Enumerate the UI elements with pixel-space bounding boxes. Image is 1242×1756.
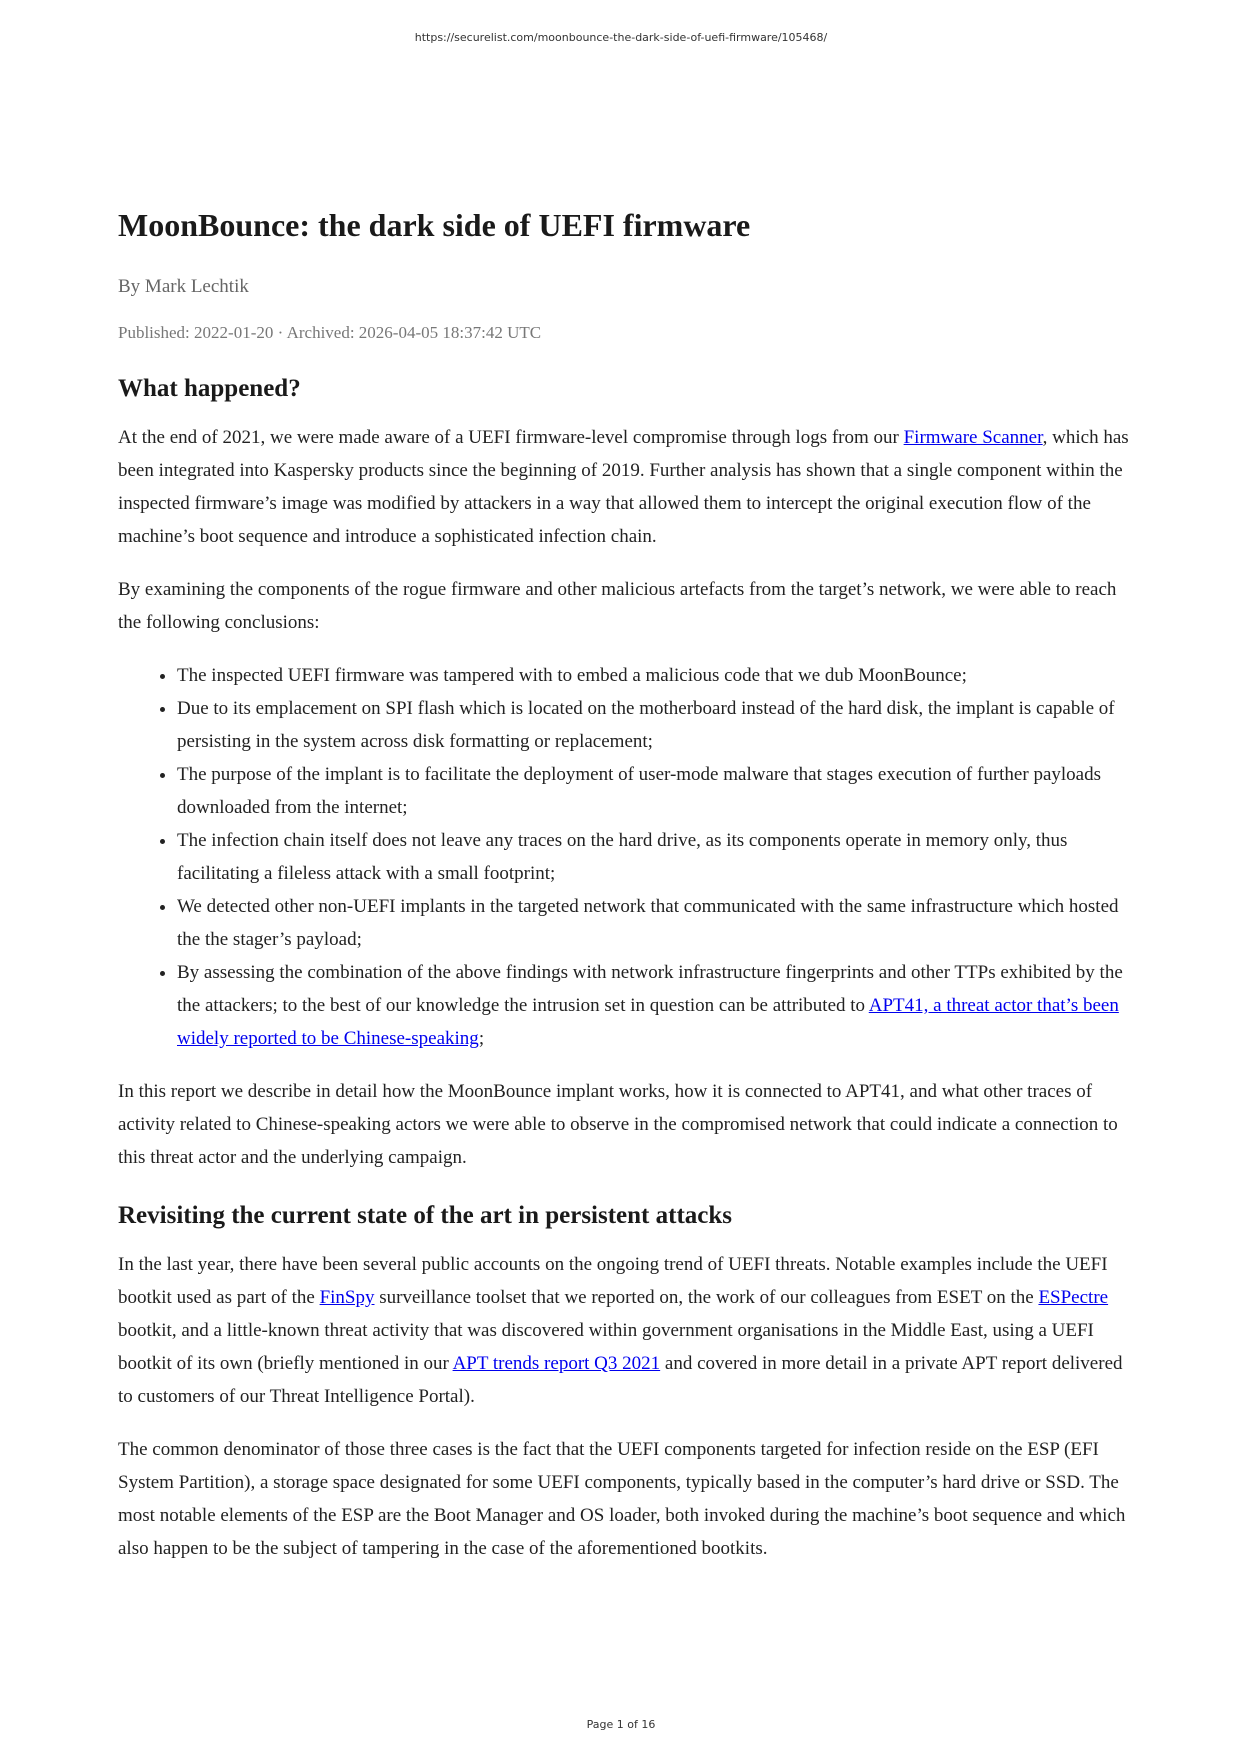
apt-trends-report-link[interactable]: APT trends report Q3 2021 bbox=[452, 1353, 661, 1374]
conclusions-list bbox=[118, 659, 1138, 1055]
paragraph bbox=[118, 421, 1138, 553]
page-number: Page 1 of 16 bbox=[586, 1718, 656, 1731]
list-item bbox=[177, 956, 1138, 1055]
paragraph bbox=[118, 1248, 1138, 1413]
article-title: MoonBounce: the dark side of UEFI firmware bbox=[118, 207, 751, 243]
apt41-link[interactable]: APT41, a threat actor that’s been widely reported to be Chinese-speaking bbox=[177, 995, 1119, 1049]
text: By assessing the combination of the above findings with network infrastructure fingerprints and other TTPs exhibited by the the attackers; to the best of our knowledge the intrusion set in question can be attributed to bbox=[177, 962, 1123, 1016]
list-item: • Due to its emplacement on SPI flash which is located on the motherboard instead of the hard disk, the implant is capable of persisting in the system across disk formatting or replacement; bbox=[177, 692, 1138, 758]
text: At the end of 2021, we were made aware of a UEFI firmware-level compromise through logs from our bbox=[118, 427, 904, 448]
section-heading-what-happened: What happened? bbox=[118, 375, 301, 402]
publish-meta: Published: 2022-01-20 · Archived: 2026-04-05 18:37:42 UTC bbox=[118, 323, 542, 342]
article bbox=[118, 205, 1138, 1585]
paragraph: By examining the components of the rogue firmware and other malicious artefacts from the target’s network, we were able to reach the following conclusions: bbox=[118, 579, 1117, 633]
text: In the last year, there have been several public accounts on the ongoing trend of UEFI threats. Notable examples include the UEFI bootkit used as part of the bbox=[118, 1254, 1108, 1308]
list-item: • The purpose of the implant is to facilitate the deployment of user-mode malware that stages execution of further payloads downloaded from the internet; bbox=[177, 758, 1138, 824]
paragraph: In this report we describe in detail how the MoonBounce implant works, how it is connected to APT41, and what other traces of activity related to Chinese-speaking actors we were able to observe in the compromised network that could indicate a connection to this threat actor and the underlying campaign. bbox=[118, 1081, 1118, 1168]
section-heading-state-of-art: Revisiting the current state of the art in persistent attacks bbox=[118, 1202, 733, 1229]
page-url: https://securelist.com/moonbounce-the-dark-side-of-uefi-firmware/105468/ bbox=[414, 31, 828, 44]
firmware-scanner-link[interactable]: Firmware Scanner bbox=[903, 427, 1043, 448]
text: and covered in more detail in a private APT report delivered to customers of our Threat Intelligence Portal). bbox=[118, 1353, 1123, 1407]
text: , which has been integrated into Kaspersky products since the beginning of 2019. Further analysis has shown that a single component within the inspected firmware’s image was modified by attackers in a way that allowed them to intercept the original execution flow of the machine’s boot sequence and introduce a sophisticated infection chain. bbox=[118, 427, 1129, 547]
byline: By Mark Lechtik bbox=[118, 276, 249, 297]
text: bootkit, and a little-known threat activity that was discovered within government organisations in the Middle East, using a UEFI bootkit of its own (briefly mentioned in our bbox=[118, 1320, 1094, 1374]
espectre-link[interactable]: ESPectre bbox=[1038, 1287, 1109, 1308]
text: ; bbox=[478, 1028, 485, 1049]
list-item: • The inspected UEFI firmware was tampered with to embed a malicious code that we dub MoonBounce; bbox=[177, 659, 1138, 692]
list-item: • The infection chain itself does not leave any traces on the hard drive, as its components operate in memory only, thus facilitating a fileless attack with a small footprint; bbox=[177, 824, 1138, 890]
text: surveillance toolset that we reported on, the work of our colleagues from ESET on the bbox=[374, 1287, 1039, 1308]
paragraph: The common denominator of those three cases is the fact that the UEFI components targeted for infection reside on the ESP (EFI System Partition), a storage space designated for some UEFI components, typically based in the computer’s hard drive or SSD. The most notable elements of the ESP are the Boot Manager and OS loader, both invoked during the machine’s boot sequence and which also happen to be the subject of tampering in the case of the aforementioned bootkits. bbox=[118, 1439, 1126, 1559]
list-item: • We detected other non-UEFI implants in the targeted network that communicated with the same infrastructure which hosted the the stager’s payload; bbox=[177, 890, 1138, 956]
finspy-link[interactable]: FinSpy bbox=[319, 1287, 375, 1308]
